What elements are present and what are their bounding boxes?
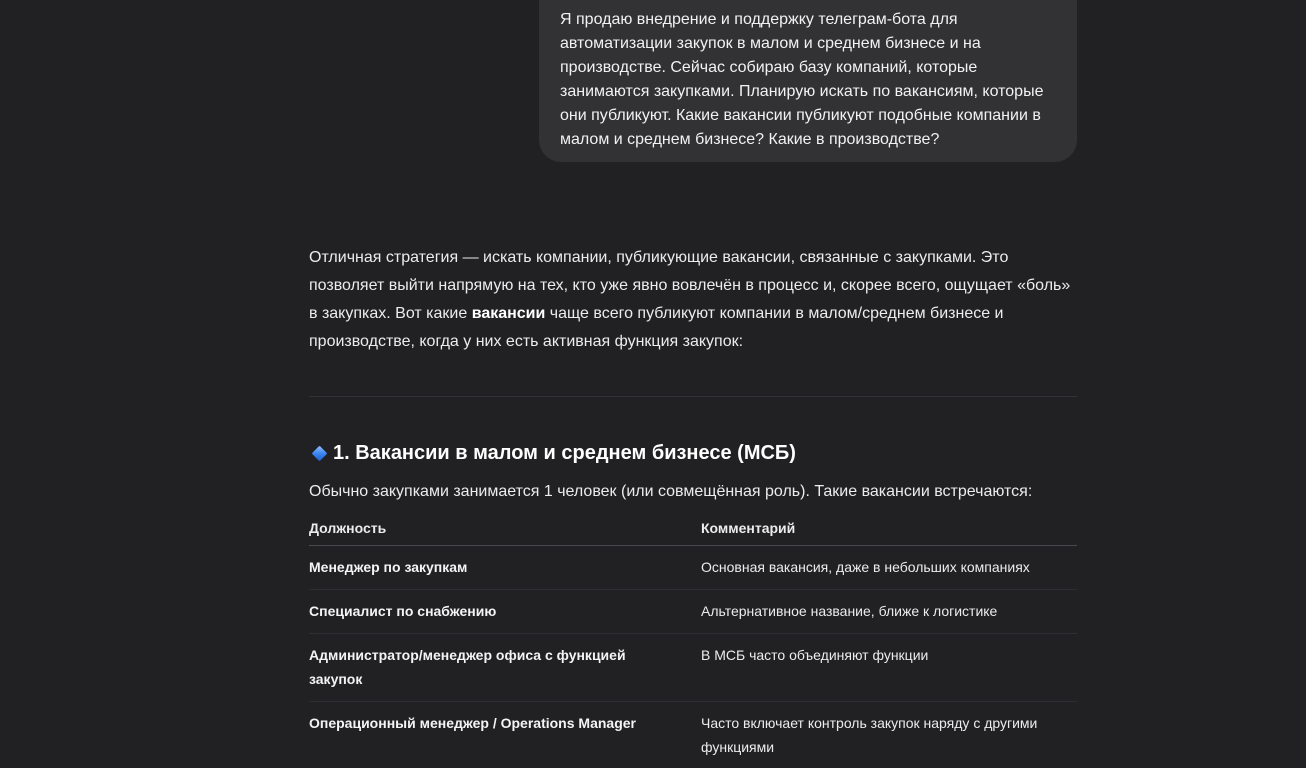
section-heading-text: 1. Вакансии в малом и среднем бизнесе (МСБ) <box>333 442 796 464</box>
column-header-position: Должность <box>309 516 701 546</box>
assistant-intro-paragraph <box>309 244 1077 356</box>
horizontal-divider <box>309 396 1077 397</box>
table-header-row <box>309 516 1077 546</box>
intro-text-start: Отличная стратегия — искать компании, публикующие вакансии, связанные с закупками. Это позволяет выйти напрямую на тех, кто уже явно вовлечён в процесс и, скорее всего, ощущает «боль» в закупках. Вот какие <box>309 249 1071 322</box>
user-message-bubble <box>539 0 1077 162</box>
table-cell-comment: В МСБ часто объединяют функции <box>701 634 1077 702</box>
table-row <box>309 634 1077 702</box>
intro-text-end: чаще всего публикуют компании в малом/среднем бизнесе и производстве, когда у них есть активная функция закупок: <box>309 305 1004 350</box>
table-row <box>309 590 1077 634</box>
section-note: Обычно закупками занимается 1 человек (или совмещённая роль). Такие вакансии встречаются: <box>309 483 1033 500</box>
blue-diamond-icon <box>312 445 328 461</box>
section-heading <box>309 440 1077 466</box>
table-cell-position: Администратор/менеджер офиса с функцией закупок <box>309 634 701 702</box>
table-cell-comment: Основная вакансия, даже в небольших компаниях <box>701 546 1077 590</box>
user-message-text: Я продаю внедрение и поддержку телеграм-бота для автоматизации закупок в малом и среднем бизнесе и на производстве. Сейчас собираю базу компаний, которые занимаются закупками. Планирую искать по вакансиям, которые они публикуют. Какие вакансии публикуют подобные компании в малом и среднем бизнесе? Какие в производстве? <box>560 11 1044 148</box>
table-cell-position: Операционный менеджер / Operations Manager <box>309 702 701 768</box>
column-header-comment: Комментарий <box>701 516 1077 546</box>
table-row <box>309 702 1077 768</box>
table-cell-comment: Часто включает контроль закупок наряду с другими функциями <box>701 702 1077 768</box>
table-cell-position: Специалист по снабжению <box>309 590 701 634</box>
assistant-message <box>309 244 1077 356</box>
vacancies-table <box>309 516 1077 768</box>
table-cell-position: Менеджер по закупкам <box>309 546 701 590</box>
table-cell-comment: Альтернативное название, ближе к логистике <box>701 590 1077 634</box>
table-row <box>309 546 1077 590</box>
intro-bold-word: вакансии <box>471 305 546 322</box>
